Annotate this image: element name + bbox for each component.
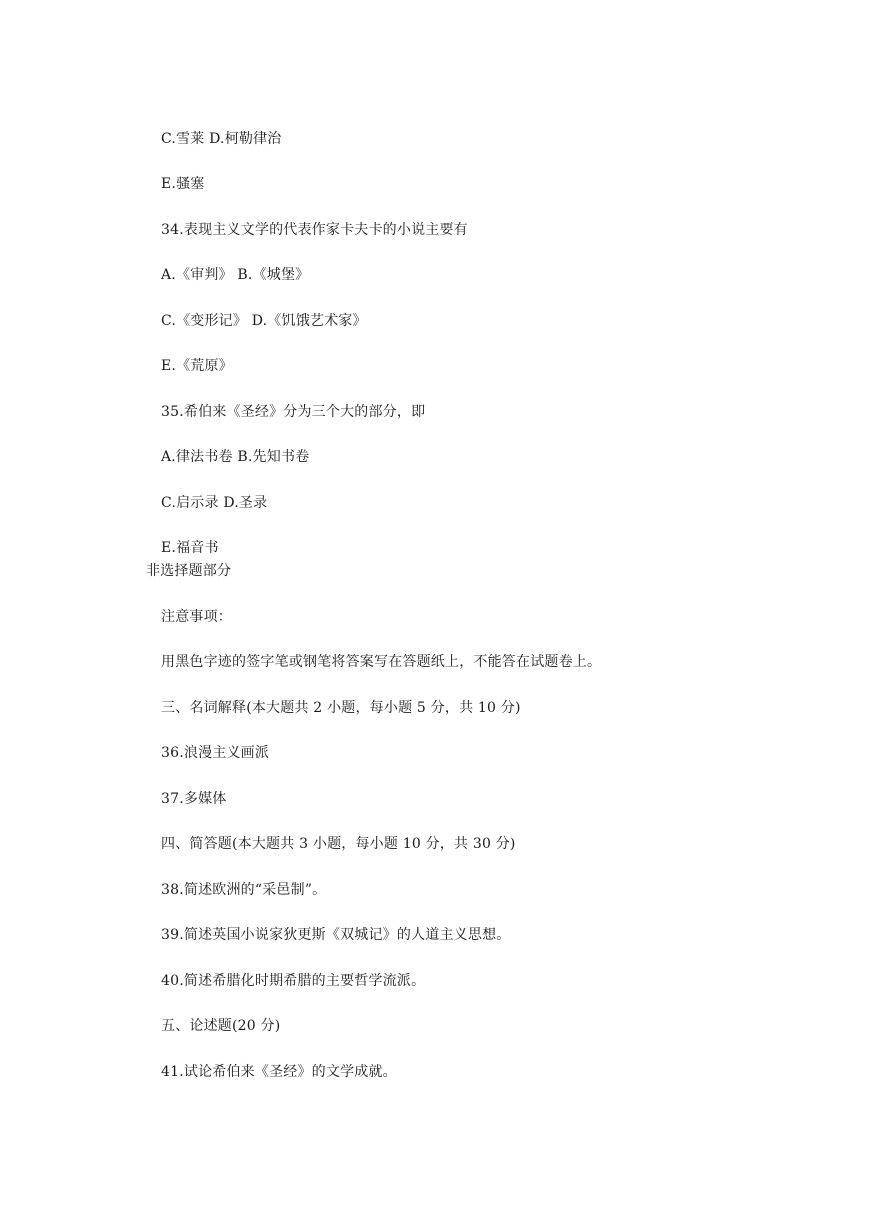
option-line-34-ab: A.《审判》 B.《城堡》: [161, 267, 310, 283]
section-heading-5: 五、论述题(20 分): [161, 1018, 281, 1034]
question-34: 34.表现主义文学的代表作家卡夫卡的小说主要有: [161, 222, 468, 238]
question-40: 40.简述希腊化时期希腊的主要哲学流派。: [161, 973, 426, 989]
notice-heading: 注意事项：: [161, 609, 232, 625]
question-36: 36.浪漫主义画派: [161, 745, 270, 761]
option-line-35-ab: A.律法书卷 B.先知书卷: [161, 449, 310, 465]
option-line-33-cd: C.雪莱 D.柯勒律治: [161, 131, 282, 147]
option-line-34-cd: C.《变形记》 D.《饥饿艺术家》: [161, 313, 367, 329]
section-heading-4: 四、简答题(本大题共 3 小题，每小题 10 分，共 30 分): [161, 836, 516, 852]
question-38: 38.简述欧洲的“采邑制”。: [161, 882, 327, 898]
question-41: 41.试论希伯来《圣经》的文学成就。: [161, 1064, 397, 1080]
notice-text: 用黑色字迹的签字笔或钢笔将答案写在答题纸上，不能答在试题卷上。: [161, 654, 602, 670]
section-heading-non-choice: 非选择题部分: [146, 563, 232, 579]
option-line-35-e: E.福音书: [161, 540, 219, 556]
option-line-33-e: E.骚塞: [161, 176, 205, 192]
question-39: 39.简述英国小说家狄更斯《双城记》的人道主义思想。: [161, 927, 511, 943]
question-35: 35.希伯来《圣经》分为三个大的部分，即: [161, 404, 426, 420]
option-line-34-e: E.《荒原》: [161, 358, 233, 374]
question-37: 37.多媒体: [161, 791, 227, 807]
section-heading-3: 三、名词解释(本大题共 2 小题，每小题 5 分，共 10 分): [161, 700, 521, 716]
option-line-35-cd: C.启示录 D.圣录: [161, 495, 268, 511]
